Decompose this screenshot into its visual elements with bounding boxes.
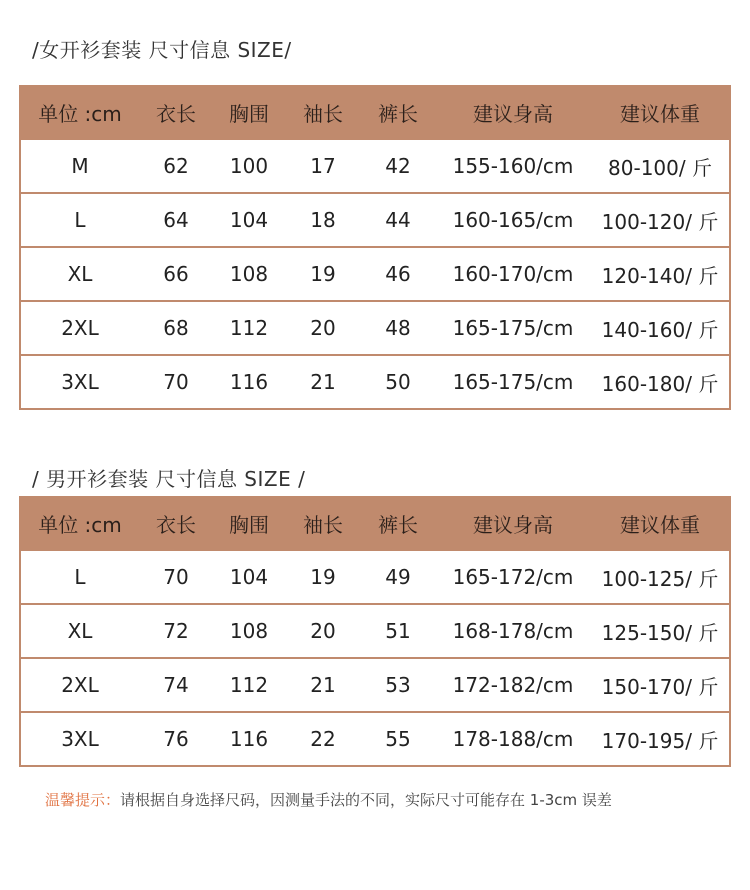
chest-cell: 100 — [229, 154, 269, 178]
height-cell: 160-165/cm — [452, 208, 574, 232]
header-height: 建议身高 — [473, 102, 553, 126]
weight-cell: 120-140/ 斤 — [601, 263, 719, 288]
length-cell: 64 — [163, 208, 189, 232]
pants-cell: 49 — [385, 565, 411, 589]
header-pants: 裤长 — [378, 102, 418, 126]
weight-cell: 100-120/ 斤 — [601, 209, 719, 234]
chest-cell: 104 — [229, 565, 269, 589]
height-cell: 168-178/cm — [452, 619, 574, 643]
header-weight: 建议体重 — [620, 102, 700, 126]
sleeve-cell: 20 — [310, 619, 336, 643]
table-row — [21, 138, 729, 192]
pants-cell: 44 — [385, 208, 411, 232]
header-unit: 单位 :cm — [38, 513, 122, 537]
header-pants: 裤长 — [378, 513, 418, 537]
height-cell: 165-175/cm — [452, 316, 574, 340]
pants-cell: 46 — [385, 262, 411, 286]
pants-cell: 51 — [385, 619, 411, 643]
length-cell: 70 — [163, 370, 189, 394]
chest-cell: 116 — [229, 727, 269, 751]
table-row — [21, 246, 729, 300]
pants-cell: 50 — [385, 370, 411, 394]
table-row — [21, 354, 729, 408]
header-sleeve: 袖长 — [303, 513, 343, 537]
size-cell: XL — [67, 262, 93, 286]
size-cell: 2XL — [61, 316, 99, 340]
weight-cell: 100-125/ 斤 — [601, 566, 719, 591]
women-section-title: /女开衫套装 尺寸信息 SIZE/ — [32, 38, 292, 62]
sleeve-cell: 17 — [310, 154, 336, 178]
height-cell: 172-182/cm — [452, 673, 574, 697]
weight-cell: 160-180/ 斤 — [601, 371, 719, 396]
sleeve-cell: 21 — [310, 370, 336, 394]
size-cell: M — [71, 154, 89, 178]
table-row — [21, 603, 729, 657]
table-row — [21, 711, 729, 765]
table-row — [21, 657, 729, 711]
men-section-title: / 男开衫套装 尺寸信息 SIZE / — [32, 467, 306, 491]
length-cell: 72 — [163, 619, 189, 643]
height-cell: 165-172/cm — [452, 565, 574, 589]
pants-cell: 55 — [385, 727, 411, 751]
chest-cell: 104 — [229, 208, 269, 232]
table-header-row — [21, 87, 729, 138]
sleeve-cell: 19 — [310, 565, 336, 589]
chest-cell: 112 — [229, 673, 269, 697]
weight-cell: 80-100/ 斤 — [608, 155, 712, 180]
height-cell: 155-160/cm — [452, 154, 574, 178]
pants-cell: 42 — [385, 154, 411, 178]
size-cell: 3XL — [61, 370, 99, 394]
length-cell: 76 — [163, 727, 189, 751]
table-row — [21, 549, 729, 603]
sleeve-cell: 18 — [310, 208, 336, 232]
length-cell: 74 — [163, 673, 189, 697]
weight-cell: 150-170/ 斤 — [601, 674, 719, 699]
pants-cell: 48 — [385, 316, 411, 340]
chest-cell: 112 — [229, 316, 269, 340]
header-sleeve: 袖长 — [303, 102, 343, 126]
header-unit: 单位 :cm — [38, 102, 122, 126]
chest-cell: 116 — [229, 370, 269, 394]
length-cell: 66 — [163, 262, 189, 286]
header-chest: 胸围 — [229, 513, 269, 537]
chest-cell: 108 — [229, 262, 269, 286]
header-length: 衣长 — [156, 102, 196, 126]
size-cell: L — [74, 208, 86, 232]
women-size-table — [19, 85, 731, 410]
size-cell: 2XL — [61, 673, 99, 697]
size-cell: XL — [67, 619, 93, 643]
height-cell: 160-170/cm — [452, 262, 574, 286]
header-height: 建议身高 — [473, 513, 553, 537]
table-row — [21, 300, 729, 354]
men-size-table — [19, 496, 731, 767]
table-row — [21, 192, 729, 246]
size-cell: L — [74, 565, 86, 589]
sleeve-cell: 20 — [310, 316, 336, 340]
size-cell: 3XL — [61, 727, 99, 751]
tip-label: 温馨提示： — [45, 791, 121, 809]
chest-cell: 108 — [229, 619, 269, 643]
sleeve-cell: 21 — [310, 673, 336, 697]
size-tip — [45, 789, 612, 810]
sleeve-cell: 19 — [310, 262, 336, 286]
length-cell: 68 — [163, 316, 189, 340]
tip-text: 请根据自身选择尺码，因测量手法的不同，实际尺寸可能存在 1-3cm 误差 — [120, 791, 612, 809]
header-weight: 建议体重 — [620, 513, 700, 537]
height-cell: 165-175/cm — [452, 370, 574, 394]
pants-cell: 53 — [385, 673, 411, 697]
header-chest: 胸围 — [229, 102, 269, 126]
height-cell: 178-188/cm — [452, 727, 574, 751]
length-cell: 70 — [163, 565, 189, 589]
sleeve-cell: 22 — [310, 727, 336, 751]
header-length: 衣长 — [156, 513, 196, 537]
weight-cell: 125-150/ 斤 — [601, 620, 719, 645]
table-header-row — [21, 498, 729, 549]
weight-cell: 170-195/ 斤 — [601, 728, 719, 753]
length-cell: 62 — [163, 154, 189, 178]
weight-cell: 140-160/ 斤 — [601, 317, 719, 342]
